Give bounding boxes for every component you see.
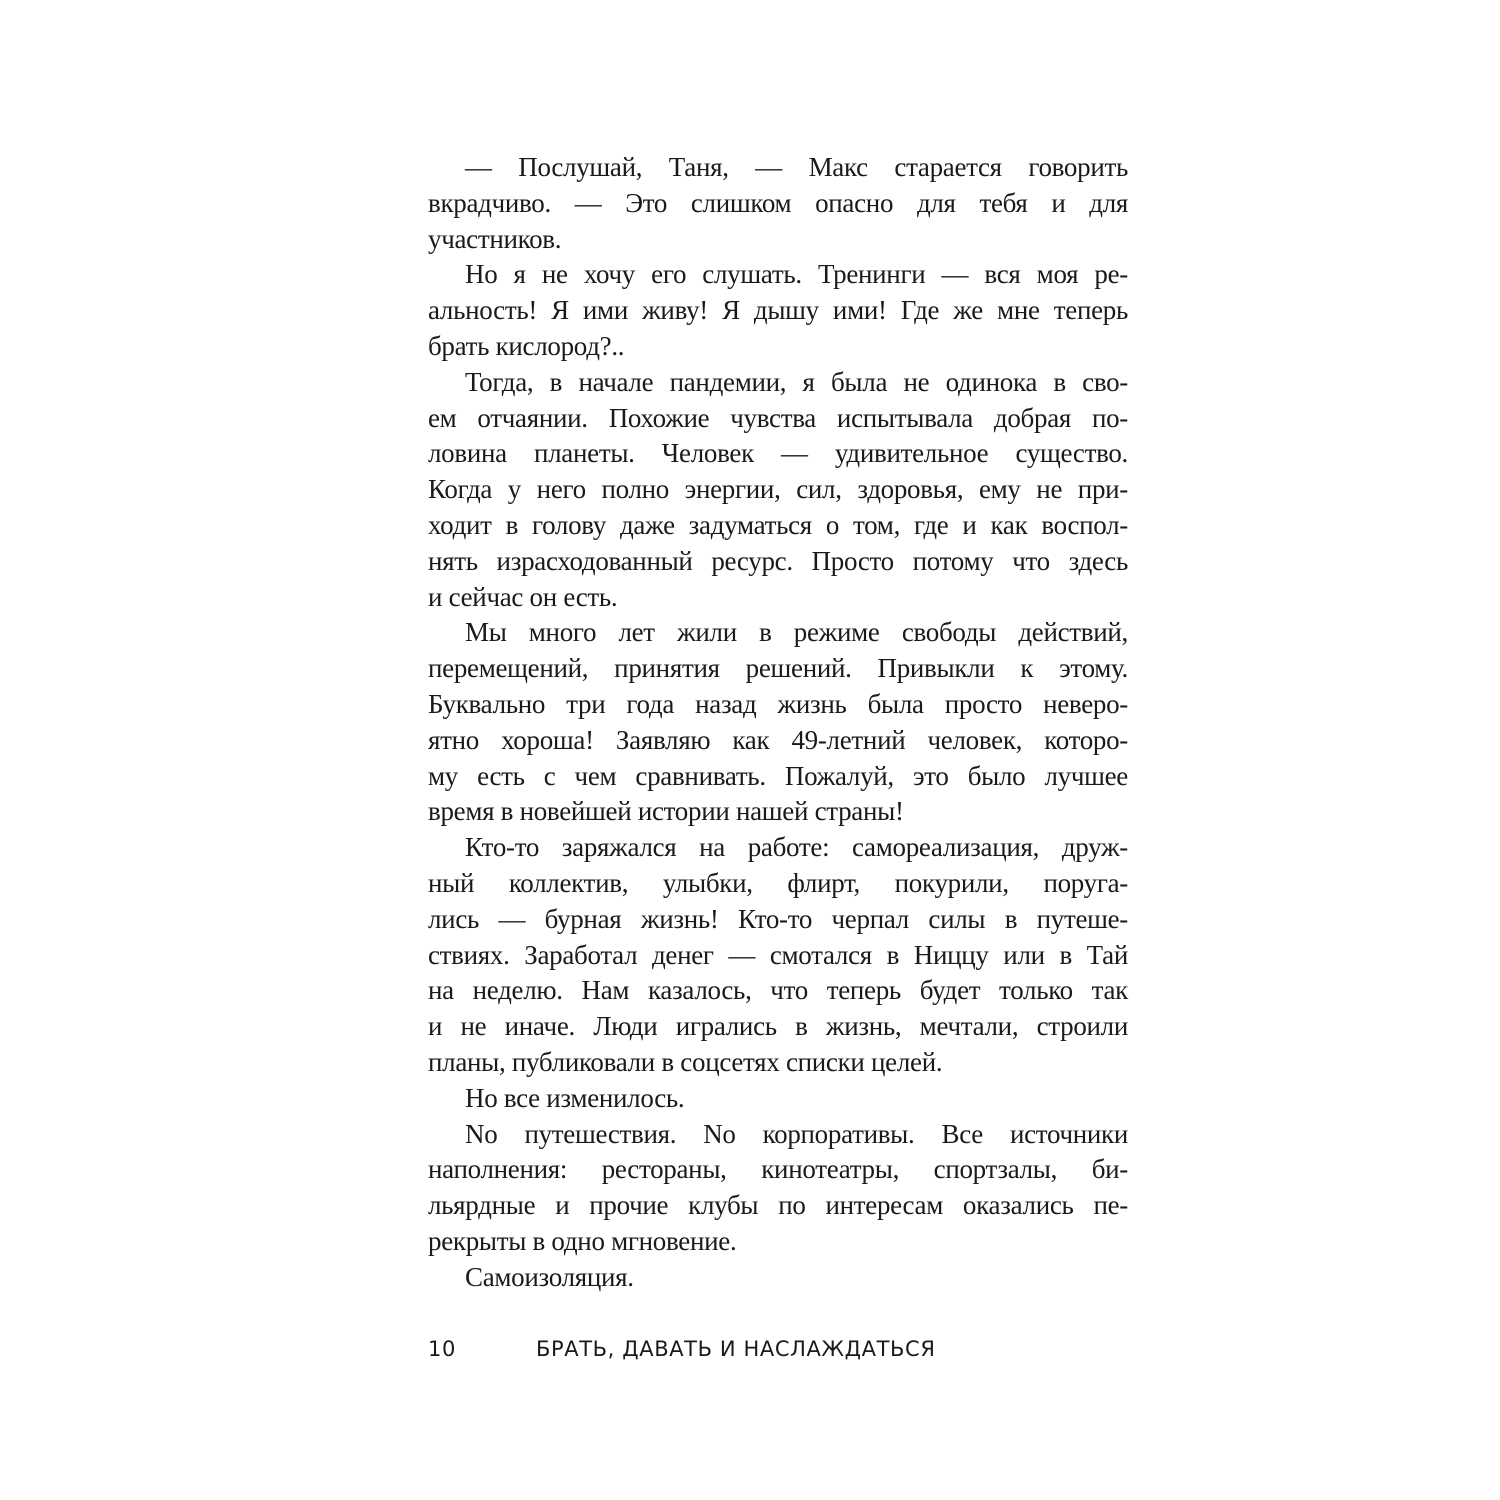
text-line: — Послушай, Таня, — Макс старается говорить: [465, 152, 1128, 182]
paragraph: [428, 365, 1128, 616]
text-line: нять израсходованный ресурс. Просто потому что здесь: [428, 545, 1128, 576]
text-line: ный коллектив, улыбки, флирт, покурили, поруга-: [428, 867, 1128, 898]
page-footer: [428, 1337, 1128, 1367]
text-line: No путешествия. No корпоративы. Все источники: [465, 1118, 1128, 1149]
text-line: перемещений, принятия решений. Привыкли к этому.: [428, 653, 1128, 684]
paragraph: [428, 1117, 1128, 1260]
text-line: ствиях. Заработал денег — смотался в Ниццу или в Тай: [428, 939, 1128, 970]
running-title: БРАТЬ, ДАВАТЬ И НАСЛАЖДАТЬСЯ: [536, 1337, 936, 1361]
text-line: рекрыты в одно мгновение.: [428, 1225, 737, 1256]
paragraph: [428, 1081, 1128, 1117]
text-line: Тогда, в начале пандемии, я была не одинока в сво-: [465, 366, 1128, 397]
text-line: брать кислород?..: [428, 330, 625, 361]
text-line: ем отчаянии. Похожие чувства испытывала добрая по-: [428, 402, 1128, 433]
page-number: 10: [428, 1337, 456, 1361]
text-line: Мы много лет жили в режиме свободы действий,: [465, 617, 1128, 648]
paragraph: [428, 150, 1128, 257]
text-line: льярдные и прочие клубы по интересам оказались пе-: [428, 1190, 1128, 1221]
text-line: ятно хороша! Заявляю как 49-летний человек, которо-: [428, 724, 1128, 755]
text-line: и сейчас он есть.: [428, 581, 618, 612]
text-line: ловина планеты. Человек — удивительное существо.: [428, 438, 1128, 469]
text-line: участников.: [428, 223, 562, 254]
text-line: Буквально три года назад жизнь была просто неверо-: [428, 688, 1128, 719]
text-line: вкрадчиво. — Это слишком опасно для тебя и для: [428, 187, 1128, 218]
text-line: наполнения: рестораны, кинотеатры, спортзалы, би-: [428, 1154, 1128, 1185]
text-line: ходит в голову даже задуматься о том, где и как воспол-: [428, 509, 1128, 540]
text-line: на неделю. Нам казалось, что теперь будет только так: [428, 975, 1128, 1006]
text-line: Но все изменилось.: [465, 1082, 685, 1113]
text-line: Самоизоляция.: [465, 1261, 634, 1292]
text-line: Но я не хочу его слушать. Тренинги — вся моя ре-: [465, 259, 1128, 290]
paragraph: [428, 615, 1128, 830]
text-line: время в новейшей истории нашей страны!: [428, 796, 904, 827]
text-line: му есть с чем сравнивать. Пожалуй, это было лучшее: [428, 760, 1128, 791]
text-line: и не иначе. Люди игрались в жизнь, мечтали, строили: [428, 1011, 1128, 1042]
paragraph: [428, 257, 1128, 364]
paragraph: [428, 1260, 1128, 1296]
text-line: альность! Я ими живу! Я дышу ими! Где же мне теперь: [428, 295, 1128, 326]
body-text: [428, 150, 1128, 1296]
text-line: Когда у него полно энергии, сил, здоровья, ему не при-: [428, 474, 1128, 505]
text-line: Кто-то заряжался на работе: самореализация, друж-: [465, 832, 1128, 863]
paragraph: [428, 830, 1128, 1081]
text-line: лись — бурная жизнь! Кто-то черпал силы в путеше-: [428, 903, 1128, 934]
text-line: планы, публиковали в соцсетях списки целей.: [428, 1046, 943, 1077]
